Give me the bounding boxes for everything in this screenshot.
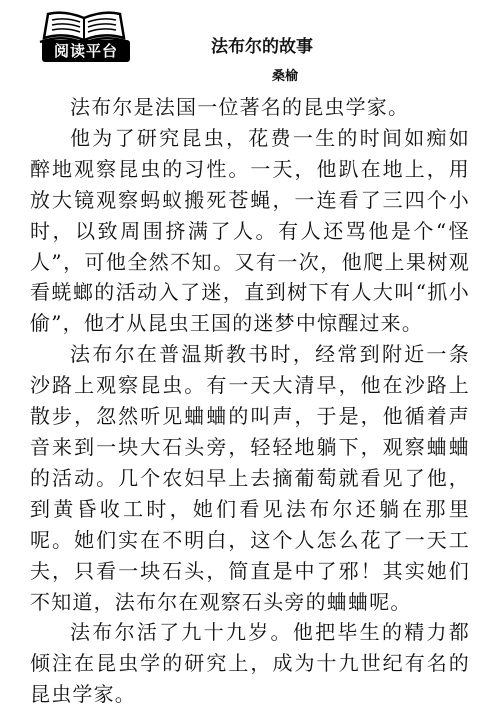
paragraph-4: 法布尔活了九十九岁。他把毕生的精力都倾注在昆虫学的研究上，成为十九世纪有名的昆虫学家。 — [30, 620, 470, 707]
article-author: 桑榆 — [271, 69, 298, 84]
logo-label: 阅读平台 — [42, 40, 130, 62]
article-title: 法布尔的故事 — [211, 37, 313, 57]
paragraph-1: 法布尔是法国一位著名的昆虫学家。 — [70, 95, 410, 119]
article-header — [8, 6, 482, 84]
paragraph-2: 他为了研究昆虫，花费一生的时间如痴如醉地观察昆虫的习性。一天，他趴在地上，用放大镜观察蚂蚁搬死苍蝇，一连看了三四个小时，以致周围挤满了人。有人还骂他是个“怪人”，可他全然不知。又有一次，他爬上果树观看蜣螂的活动入了迷，直到树下有人大叫“抓小偷”，他才从昆虫王国的迷梦中惊醒过来。 — [30, 125, 470, 336]
article-body — [30, 92, 470, 710]
paragraph-3: 法布尔在普温斯教书时，经常到附近一条沙路上观察昆虫。有一天大清早，他在沙路上散步，忽然听见蛐蛐的叫声，于是，他循着声音来到一块大石头旁，轻轻地躺下，观察蛐蛐的活动。几个农妇早上去摘葡萄就看见了他，到黄昏收工时，她们看见法布尔还躺在那里呢。她们实在不明白，这个人怎么花了一天工夫，只看一块石头，简直是中了邪！其实她们不知道，法布尔在观察石头旁的蛐蛐呢。 — [30, 342, 470, 614]
